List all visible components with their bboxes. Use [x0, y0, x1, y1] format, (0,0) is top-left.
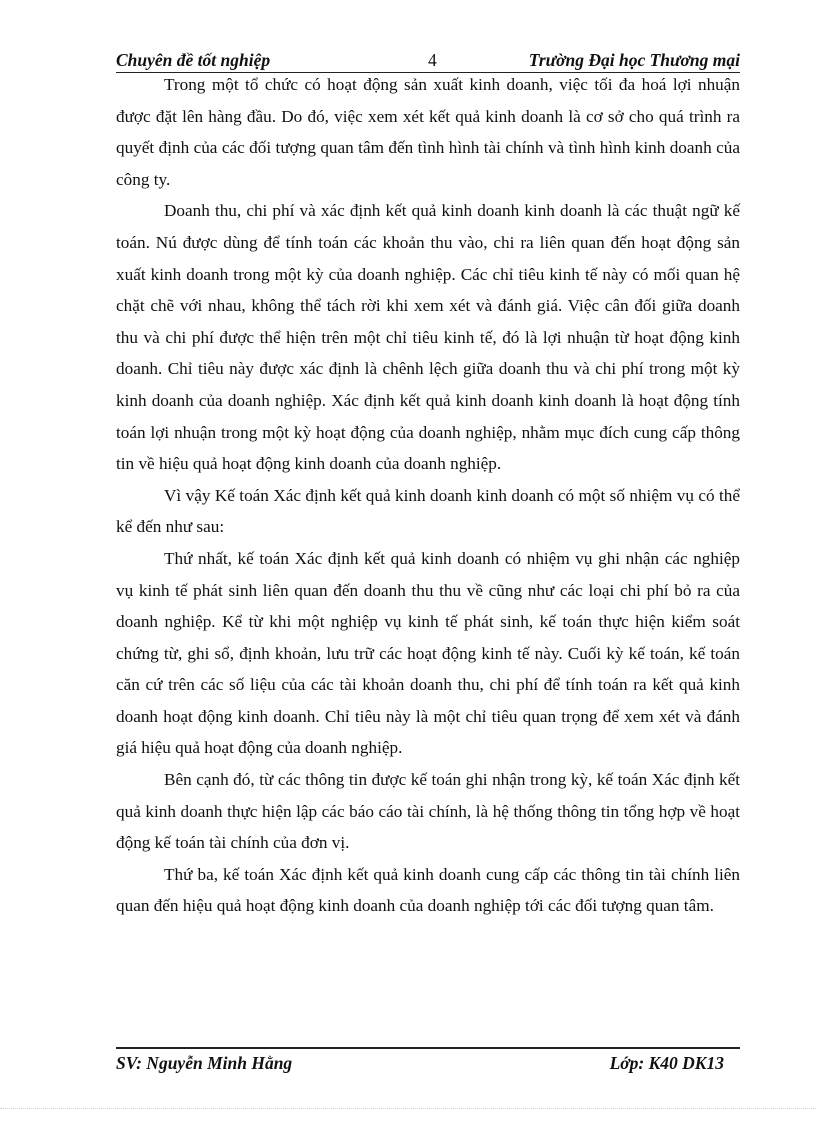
header-thesis-title: Chuyên đề tốt nghiệp — [116, 50, 271, 70]
paragraph-2: Doanh thu, chi phí và xác định kết quả kinh doanh kinh doanh là các thuật ngữ kế toán. Nú được dùng để tính toán các khoản thu vào, chi ra liên quan đến hoạt động sản xuất kinh doanh trong một kỳ của doanh nghiệp. Các chỉ tiêu kinh tế này có mối quan hệ chặt chẽ với nhau, không thể tách rời khi xem xét và đánh giá. Việc cân đối giữa doanh thu và chi phí được thể hiện trên một chỉ tiêu kinh tế, đó là lợi nhuận từ hoạt động kinh doanh. Chỉ tiêu này được xác định là chênh lệch giữa doanh thu và chi phí trong một kỳ kinh doanh của doanh nghiệp. Xác định kết quả kinh doanh kinh doanh là hoạt động tính toán lợi nhuận trong một kỳ hoạt động của doanh nghiệp, nhằm mục đích cung cấp thông tin về hiệu quả hoạt động kinh doanh của doanh nghiệp. — [116, 201, 740, 474]
paragraph-4: Thứ nhất, kế toán Xác định kết quả kinh doanh có nhiệm vụ ghi nhận các nghiệp vụ kinh tế phát sinh liên quan đến doanh thu thu về cũng như các loại chi phí bỏ ra của doanh nghiệp. Kể từ khi một nghiệp vụ kinh tế phát sinh, kế toán thực hiện kiểm soát chứng từ, ghi sổ, định khoản, lưu trữ các hoạt động kinh tế này. Cuối kỳ kế toán, kế toán căn cứ trên các số liệu của các tài khoản doanh thu, chi phí để tính toán ra kết quả kinh doanh hoạt động kinh doanh. Chỉ tiêu này là một chỉ tiêu quan trọng để xem xét và đánh giá hiệu quả hoạt động của doanh nghiệp. — [116, 548, 740, 758]
paragraph-6: Thứ ba, kế toán Xác định kết quả kinh doanh cung cấp các thông tin tài chính liên quan đến hiệu quả hoạt động kinh doanh của doanh nghiệp tới các đối tượng quan tâm. — [116, 864, 740, 916]
footer-class: Lớp: K40 DK13 — [609, 1053, 724, 1073]
paragraph-1: Trong một tổ chức có hoạt động sản xuất kinh doanh, việc tối đa hoá lợi nhuận được đặt lên hàng đầu. Do đó, việc xem xét kết quả kinh doanh là cơ sở cho quá trình ra quyết định của các đối tượng quan tâm đến tình hình tài chính và tình hình kinh doanh của công ty. — [116, 75, 740, 189]
page-edge — [0, 1108, 816, 1109]
header-page-number: 4 — [428, 50, 437, 70]
footer-student-name: SV: Nguyễn Minh Hằng — [116, 1053, 293, 1073]
footer-rule — [116, 1047, 740, 1049]
paragraph-5: Bên cạnh đó, từ các thông tin được kế toán ghi nhận trong kỳ, kế toán Xác định kết quả kinh doanh thực hiện lập các báo cáo tài chính, là hệ thống thông tin tổng hợp về hoạt động kế toán tài chính của đơn vị. — [116, 770, 740, 853]
document-body — [116, 69, 740, 922]
paragraph-3: Vì vậy Kế toán Xác định kết quả kinh doanh kinh doanh có một số nhiệm vụ có thể kể đến như sau: — [116, 485, 740, 537]
header-university: Trường Đại học Thương mại — [528, 50, 740, 70]
page-footer — [116, 1053, 724, 1077]
